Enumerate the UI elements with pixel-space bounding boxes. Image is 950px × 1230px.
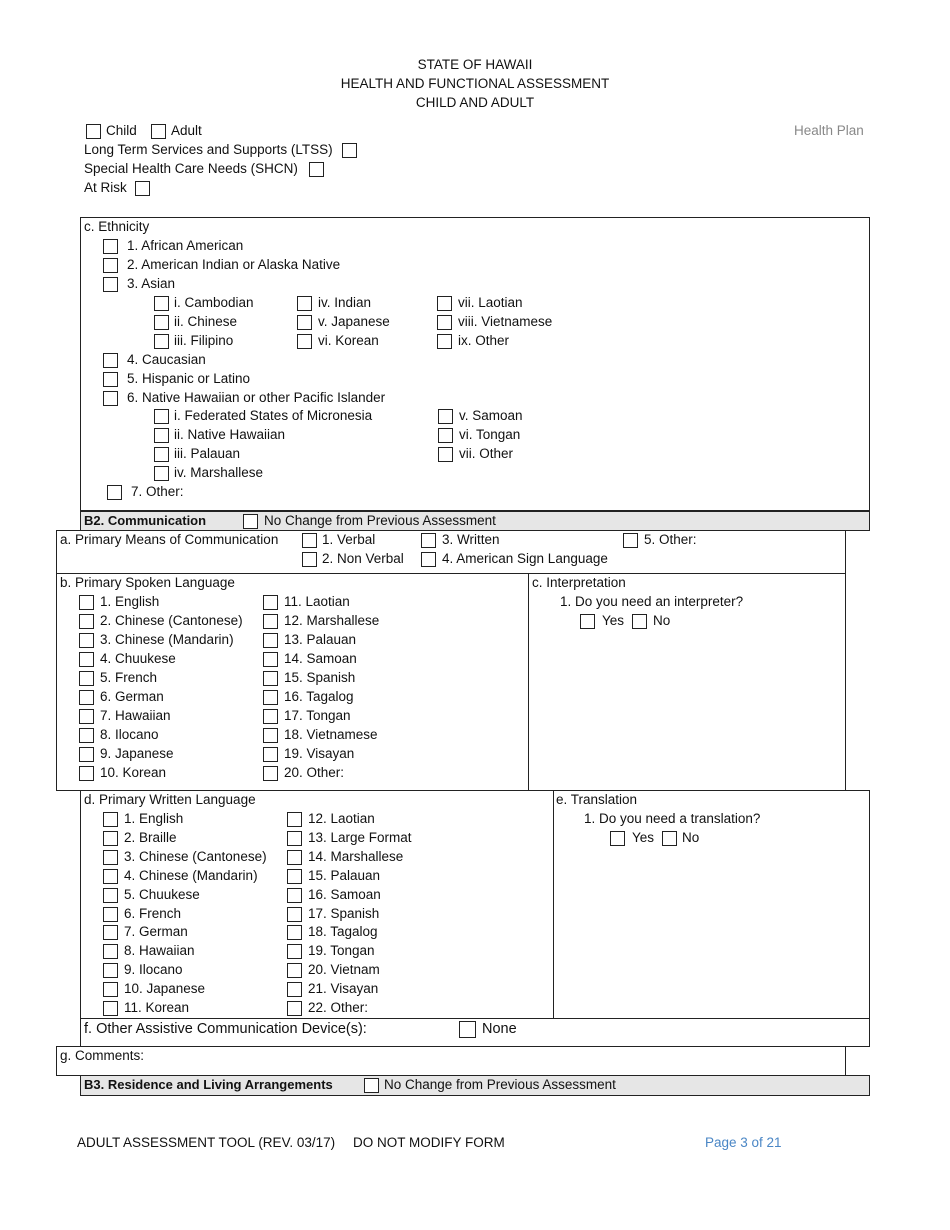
trans-yes-checkbox[interactable] <box>610 831 625 846</box>
pacific-checkbox-1[interactable] <box>154 409 169 424</box>
written-lang-b-label-3: 14. Marshallese <box>308 848 404 864</box>
asian-item-japanese: v. Japanese <box>318 314 390 329</box>
ltss-checkbox[interactable] <box>342 143 357 158</box>
written-lang-a-label-5: 5. Chuukese <box>124 886 200 902</box>
written-lang-b-label-6: 17. Spanish <box>308 905 380 921</box>
spoken-lang-a-checkbox-3[interactable] <box>79 633 94 648</box>
pacific-item-micronesia: i. Federated States of Micronesia <box>174 408 373 423</box>
spoken-lang-b-label-3: 13. Palauan <box>284 632 357 647</box>
interpretation-title: c. Interpretation <box>532 575 626 590</box>
spoken-lang-b-checkbox-9[interactable] <box>263 747 278 762</box>
written-lang-a-label-4: 4. Chinese (Mandarin) <box>124 867 258 883</box>
ethnicity-checkbox-6[interactable] <box>103 391 118 406</box>
pacific-checkbox-6[interactable] <box>438 428 453 443</box>
translation-title: e. Translation <box>556 792 638 807</box>
means-written-checkbox[interactable] <box>421 533 436 548</box>
ethnicity-item-6: 6. Native Hawaiian or other Pacific Islander <box>127 390 386 405</box>
adult-checkbox[interactable] <box>151 124 166 139</box>
written-lang-b-checkbox-11[interactable] <box>287 1001 302 1016</box>
interpretation-question: 1. Do you need an interpreter? <box>560 594 744 609</box>
pacific-item-samoan: v. Samoan <box>459 408 523 423</box>
asian-checkbox-5[interactable] <box>297 315 312 330</box>
means-nonverbal-label: 2. Non Verbal <box>322 551 404 566</box>
asian-checkbox-4[interactable] <box>297 296 312 311</box>
asian-item-vietnamese: viii. Vietnamese <box>458 314 553 329</box>
interp-no-label: No <box>653 613 671 628</box>
pacific-item-palauan: iii. Palauan <box>174 446 241 461</box>
written-lang-a-label-1: 1. English <box>124 811 184 826</box>
ethnicity-checkbox-4[interactable] <box>103 353 118 368</box>
child-checkbox[interactable] <box>86 124 101 139</box>
written-lang-a-label-7: 7. German <box>124 924 188 940</box>
spoken-lang-a-label-8: 8. Ilocano <box>100 727 159 742</box>
ltss-label: Long Term Services and Supports (LTSS) <box>84 142 333 157</box>
ethnicity-checkbox-3[interactable] <box>103 277 118 292</box>
spoken-lang-b-label-8: 18. Vietnamese <box>284 727 378 742</box>
b2-title: B2. Communication <box>84 513 207 528</box>
written-lang-b-checkbox-3[interactable] <box>287 850 302 865</box>
spoken-lang-a-label-1: 1. English <box>100 594 160 609</box>
footer-notice: DO NOT MODIFY FORM <box>353 1135 505 1150</box>
assistive-device-label: f. Other Assistive Communication Device(s): <box>84 1021 367 1037</box>
ethnicity-checkbox-7[interactable] <box>107 485 122 500</box>
asian-item-indian: iv. Indian <box>318 295 372 310</box>
asian-item-filipino: iii. Filipino <box>174 333 234 348</box>
spoken-lang-a-label-6: 6. German <box>100 689 164 704</box>
written-lang-a-checkbox-5[interactable] <box>103 888 118 903</box>
asian-checkbox-3[interactable] <box>154 334 169 349</box>
means-asl-checkbox[interactable] <box>421 552 436 567</box>
b2-no-change-checkbox[interactable] <box>243 514 258 529</box>
ethnicity-item-1: 1. African American <box>127 238 244 253</box>
written-lang-b-checkbox-1[interactable] <box>287 812 302 827</box>
translation-question: 1. Do you need a translation? <box>584 811 761 826</box>
primary-means-title: a. Primary Means of Communication <box>60 532 279 547</box>
asian-item-cambodian: i. Cambodian <box>174 295 254 310</box>
asian-checkbox-2[interactable] <box>154 315 169 330</box>
written-lang-a-checkbox-11[interactable] <box>103 1001 118 1016</box>
pacific-checkbox-3[interactable] <box>154 447 169 462</box>
written-lang-a-label-9: 9. Ilocano <box>124 962 183 978</box>
adult-label: Adult <box>171 123 202 138</box>
asian-checkbox-7[interactable] <box>437 296 452 311</box>
spoken-lang-a-label-2: 2. Chinese (Cantonese) <box>100 613 243 628</box>
spoken-lang-a-label-7: 7. Hawaiian <box>100 708 171 723</box>
trans-no-checkbox[interactable] <box>662 831 677 846</box>
spoken-lang-b-label-7: 17. Tongan <box>284 708 351 723</box>
written-lang-a-checkbox-3[interactable] <box>103 850 118 865</box>
means-other-label: 5. Other: <box>644 532 697 547</box>
asian-checkbox-8[interactable] <box>437 315 452 330</box>
ethnicity-item-3: 3. Asian <box>127 276 176 291</box>
spoken-lang-b-checkbox-1[interactable] <box>263 595 278 610</box>
written-lang-b-label-4: 15. Palauan <box>308 867 381 883</box>
assistive-none-label: None <box>482 1021 517 1037</box>
spoken-lang-a-checkbox-6[interactable] <box>79 690 94 705</box>
pacific-checkbox-4[interactable] <box>154 466 169 481</box>
pacific-item-marshallese: iv. Marshallese <box>174 465 264 480</box>
spoken-lang-a-checkbox-4[interactable] <box>79 652 94 667</box>
comments-label: g. Comments: <box>60 1048 145 1063</box>
b3-no-change-checkbox[interactable] <box>364 1078 379 1093</box>
means-nonverbal-checkbox[interactable] <box>302 552 317 567</box>
spoken-lang-b-checkbox-10[interactable] <box>263 766 278 781</box>
means-other-checkbox[interactable] <box>623 533 638 548</box>
spoken-lang-a-label-9: 9. Japanese <box>100 746 174 761</box>
footer-page: Page 3 of 21 <box>705 1135 782 1150</box>
ethnicity-checkbox-1[interactable] <box>103 239 118 254</box>
written-lang-a-label-6: 6. French <box>124 905 182 921</box>
at-risk-label: At Risk <box>84 180 127 195</box>
interp-yes-checkbox[interactable] <box>580 614 595 629</box>
spoken-lang-a-checkbox-8[interactable] <box>79 728 94 743</box>
spoken-lang-b-checkbox-5[interactable] <box>263 671 278 686</box>
spoken-lang-a-checkbox-10[interactable] <box>79 766 94 781</box>
written-lang-a-label-11: 11. Korean <box>124 1000 190 1015</box>
written-lang-a-label-10: 10. Japanese <box>124 981 206 997</box>
spoken-lang-b-label-2: 12. Marshallese <box>284 613 380 628</box>
written-lang-b-checkbox-7[interactable] <box>287 925 302 940</box>
written-lang-b-label-7: 18. Tagalog <box>308 924 378 940</box>
written-lang-b-checkbox-2[interactable] <box>287 831 302 846</box>
spoken-lang-b-label-10: 20. Other: <box>284 765 345 780</box>
pacific-item-other: vii. Other <box>459 446 514 461</box>
spoken-lang-b-checkbox-6[interactable] <box>263 690 278 705</box>
asian-checkbox-1[interactable] <box>154 296 169 311</box>
written-lang-a-checkbox-8[interactable] <box>103 944 118 959</box>
written-lang-b-checkbox-10[interactable] <box>287 982 302 997</box>
shcn-checkbox[interactable] <box>309 162 324 177</box>
asian-item-other: ix. Other <box>458 333 510 348</box>
ethnicity-title: c. Ethnicity <box>84 219 150 234</box>
shcn-label: Special Health Care Needs (SHCN) <box>84 161 298 176</box>
means-written-label: 3. Written <box>442 532 500 547</box>
header-line-3: CHILD AND ADULT <box>415 95 535 110</box>
ethnicity-checkbox-2[interactable] <box>103 258 118 273</box>
written-lang-a-checkbox-10[interactable] <box>103 982 118 997</box>
spoken-lang-b-label-6: 16. Tagalog <box>284 689 354 704</box>
spoken-lang-b-checkbox-8[interactable] <box>263 728 278 743</box>
spoken-lang-b-checkbox-7[interactable] <box>263 709 278 724</box>
trans-yes-label: Yes <box>632 830 655 845</box>
pacific-item-native-hawaiian: ii. Native Hawaiian <box>174 427 286 442</box>
pacific-item-tongan: vi. Tongan <box>459 427 521 442</box>
trans-no-label: No <box>682 830 700 845</box>
interp-yes-label: Yes <box>602 613 625 628</box>
written-lang-b-label-9: 20. Vietnam <box>308 962 380 978</box>
written-lang-b-label-11: 22. Other: <box>308 1000 369 1015</box>
written-lang-a-checkbox-1[interactable] <box>103 812 118 827</box>
means-asl-label: 4. American Sign Language <box>442 551 608 566</box>
spoken-lang-a-checkbox-1[interactable] <box>79 595 94 610</box>
spoken-lang-b-checkbox-4[interactable] <box>263 652 278 667</box>
spoken-lang-a-checkbox-9[interactable] <box>79 747 94 762</box>
means-verbal-checkbox[interactable] <box>302 533 317 548</box>
spoken-lang-a-label-3: 3. Chinese (Mandarin) <box>100 632 234 647</box>
ethnicity-item-5: 5. Hispanic or Latino <box>127 371 251 386</box>
health-plan-label: Health Plan <box>794 123 864 138</box>
written-lang-a-label-8: 8. Hawaiian <box>124 943 195 959</box>
pacific-checkbox-7[interactable] <box>438 447 453 462</box>
written-lang-b-label-5: 16. Samoan <box>308 886 381 902</box>
ethnicity-item-4: 4. Caucasian <box>127 352 206 367</box>
asian-item-laotian: vii. Laotian <box>458 295 523 310</box>
ethnicity-checkbox-5[interactable] <box>103 372 118 387</box>
spoken-lang-a-checkbox-7[interactable] <box>79 709 94 724</box>
spoken-lang-b-label-9: 19. Visayan <box>284 746 355 761</box>
child-label: Child <box>106 123 137 138</box>
interp-no-checkbox[interactable] <box>632 614 647 629</box>
written-lang-a-checkbox-7[interactable] <box>103 925 118 940</box>
at-risk-checkbox[interactable] <box>135 181 150 196</box>
written-lang-b-checkbox-6[interactable] <box>287 907 302 922</box>
spoken-lang-b-label-5: 15. Spanish <box>284 670 356 685</box>
written-lang-b-checkbox-8[interactable] <box>287 944 302 959</box>
asian-item-chinese: ii. Chinese <box>174 314 238 329</box>
asian-checkbox-6[interactable] <box>297 334 312 349</box>
written-lang-a-checkbox-4[interactable] <box>103 869 118 884</box>
spoken-lang-b-label-1: 11. Laotian <box>284 594 350 609</box>
spoken-lang-a-checkbox-2[interactable] <box>79 614 94 629</box>
ethnicity-item-2: 2. American Indian or Alaska Native <box>127 257 341 272</box>
written-lang-a-label-2: 2. Braille <box>124 829 177 845</box>
asian-checkbox-9[interactable] <box>437 334 452 349</box>
pacific-checkbox-2[interactable] <box>154 428 169 443</box>
header-line-2: HEALTH AND FUNCTIONAL ASSESSMENT <box>340 76 610 91</box>
written-lang-b-label-1: 12. Laotian <box>308 811 375 826</box>
written-lang-b-checkbox-9[interactable] <box>287 963 302 978</box>
b2-no-change-label: No Change from Previous Assessment <box>264 513 496 528</box>
written-lang-b-label-2: 13. Large Format <box>308 829 412 845</box>
pacific-checkbox-5[interactable] <box>438 409 453 424</box>
header-line-1: STATE OF HAWAII <box>417 57 533 72</box>
written-lang-b-checkbox-5[interactable] <box>287 888 302 903</box>
spoken-lang-b-label-4: 14. Samoan <box>284 651 357 666</box>
written-lang-a-label-3: 3. Chinese (Cantonese) <box>124 848 267 864</box>
written-lang-a-checkbox-6[interactable] <box>103 907 118 922</box>
asian-item-korean: vi. Korean <box>318 333 379 348</box>
ethnicity-item-other: 7. Other: <box>131 484 184 499</box>
spoken-lang-b-checkbox-3[interactable] <box>263 633 278 648</box>
written-lang-b-checkbox-4[interactable] <box>287 869 302 884</box>
b3-title: B3. Residence and Living Arrangements <box>84 1077 333 1092</box>
footer-tool: ADULT ASSESSMENT TOOL (REV. 03/17) <box>77 1135 336 1150</box>
spoken-lang-a-label-10: 10. Korean <box>100 765 167 780</box>
spoken-lang-b-checkbox-2[interactable] <box>263 614 278 629</box>
written-lang-b-label-8: 19. Tongan <box>308 943 375 959</box>
written-title: d. Primary Written Language <box>84 792 256 807</box>
spoken-lang-a-label-5: 5. French <box>100 670 158 685</box>
spoken-lang-a-checkbox-5[interactable] <box>79 671 94 686</box>
spoken-lang-a-label-4: 4. Chuukese <box>100 651 176 666</box>
b3-no-change-label: No Change from Previous Assessment <box>384 1077 616 1092</box>
means-verbal-label: 1. Verbal <box>322 532 376 547</box>
assistive-none-checkbox[interactable] <box>459 1021 476 1038</box>
comments-box[interactable] <box>56 1046 846 1076</box>
written-lang-a-checkbox-2[interactable] <box>103 831 118 846</box>
written-lang-b-label-10: 21. Visayan <box>308 981 379 997</box>
written-lang-a-checkbox-9[interactable] <box>103 963 118 978</box>
spoken-title: b. Primary Spoken Language <box>60 575 235 590</box>
